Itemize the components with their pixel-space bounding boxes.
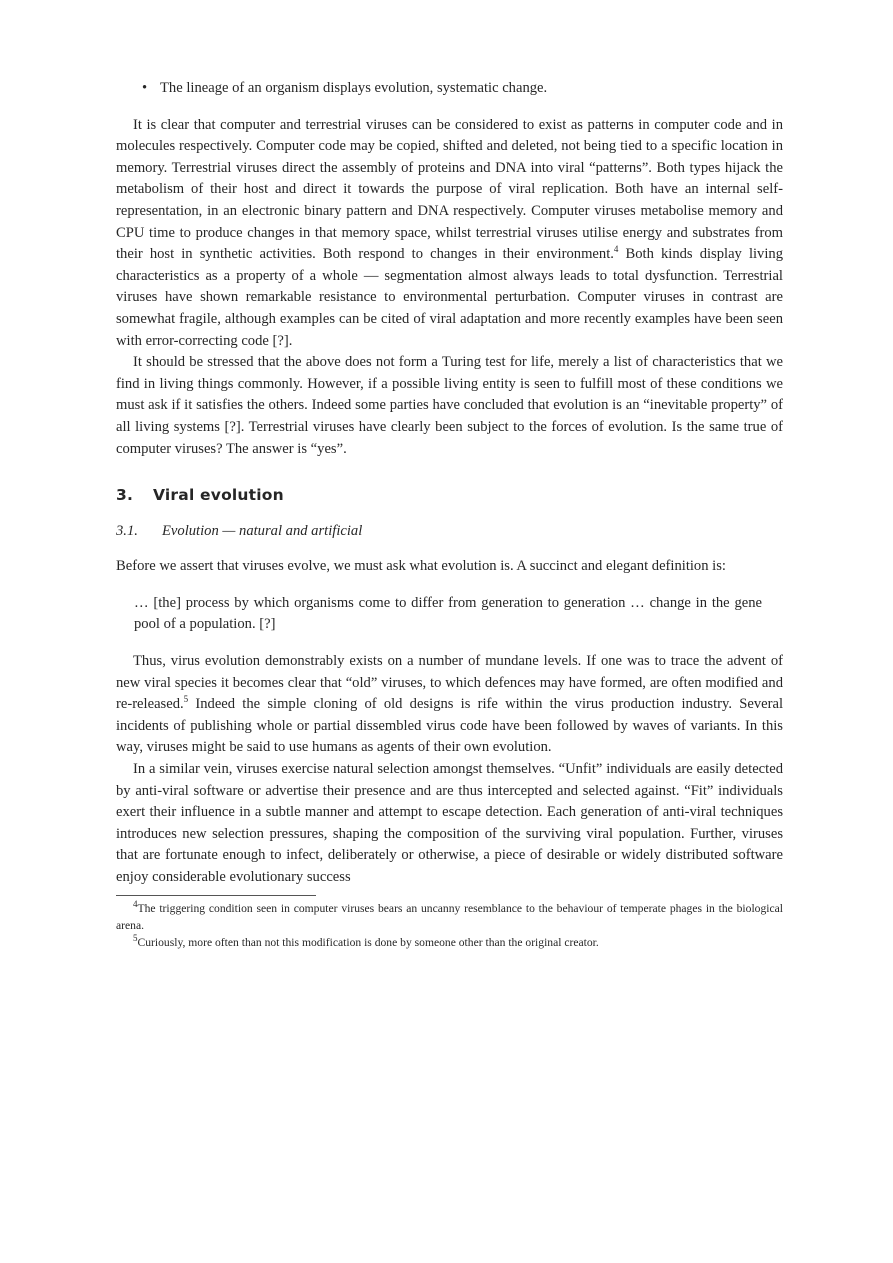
bullet-icon: • (142, 80, 148, 96)
footnote-divider (116, 895, 316, 896)
footnote-4 (116, 900, 783, 934)
paragraph-3: Before we assert that viruses evolve, we must ask what evolution is. A succinct and elegant definition is: (116, 558, 726, 575)
paragraph-2: It should be stressed that the above does not form a Turing test for life, merely a list of characteristics that we find in living things commonly. However, if a possible living entity is seen to fulfill most of these conditions we must ask if it satisfies the others. Indeed some parties have concluded that evolution is an “inevitable property” of all living systems [?]. Terrestrial viruses have clearly been subject to the forces of evolution. Is the same true of computer viruses? The answer is “yes”. (116, 354, 783, 457)
subsection-heading (116, 521, 783, 543)
paragraph-1-text-b: Both kinds display living characteristics as a property of a whole — segmentation almost always leads to total dysfunction. Terrestrial viruses have shown remarkable resistance to environmental perturbation. Computer viruses in contrast are somewhat fragile, although examples can be cited of viral adaptation and more recently examples have been seen with error-correcting code [?]. (116, 246, 783, 349)
paragraph-4-text-a: Thus, virus evolution demonstrably exists on a number of mundane levels. If one was to trace the advent of new viral species it becomes clear that “old” viruses, to which defences may have formed, are often modified and re-released. (116, 653, 783, 713)
footnote-mark: 4 (133, 898, 138, 909)
section-heading (116, 485, 783, 507)
footnote-text: Curiously, more often than not this modification is done by someone other than the original creator. (137, 935, 599, 949)
subsection-title: Evolution — natural and artificial (162, 522, 363, 539)
paragraph-1 (116, 115, 783, 353)
quote-text: … [the] process by which organisms come to differ from generation to generation … change in the gene pool of a population. [?] (134, 594, 762, 633)
page-content (116, 78, 783, 951)
footnote-text: The triggering condition seen in computer viruses bears an uncanny resemblance to the behaviour of temperate phages in the biological arena. (116, 901, 783, 932)
footnotes (116, 900, 783, 951)
footnote-ref-4: 4 (613, 244, 619, 255)
footnote-ref-5: 5 (183, 694, 189, 705)
bullet-text: The lineage of an organism displays evolution, systematic change. (160, 80, 548, 96)
bullet-item (142, 78, 783, 100)
paragraph-4 (116, 651, 783, 759)
paragraph-4-text-b: Indeed the simple cloning of old designs is rife within the virus production industry. Several incidents of publishing whole or partial dissembled virus code have been followed by waves of variants. In this way, viruses might be said to use humans as agents of their own evolution. (116, 696, 783, 756)
paragraph-1-text-a: It is clear that computer and terrestrial viruses can be considered to exist as patterns in computer code and in molecules respectively. Computer code may be copied, shifted and deleted, not being tied to a specific location in memory. Terrestrial viruses direct the assembly of proteins and DNA into viral “patterns”. Both types hijack the metabolism of their host and direct it towards the purpose of viral replication. Both have an internal self-representation, in an electronic binary pattern and DNA respectively. Computer viruses metabolise memory and CPU time to produce changes in that memory space, whilst terrestrial viruses utilise energy and substrates from their host in synthetic activities. Both respond to changes in their environment. (116, 116, 783, 263)
footnote-5 (116, 934, 783, 951)
section-number: 3. (116, 486, 134, 505)
paragraph-5: In a similar vein, viruses exercise natural selection amongst themselves. “Unfit” individuals are easily detected by anti-viral software or advertise their presence and are thus intercepted and selected against. “Fit” individuals exert their influence in a subtle manner and attempt to escape detection. Each generation of anti-viral techniques introduces new selection pressures, shaping the composition of the surviving viral population. Further, viruses that are fortunate enough to infect, deliberately or otherwise, a piece of desirable or widely distributed software enjoy considerable evolutionary success (116, 761, 783, 885)
subsection-number: 3.1. (116, 522, 138, 539)
footnote-mark: 5 (133, 932, 138, 943)
section-title: Viral evolution (153, 486, 284, 505)
definition-quote (134, 593, 762, 636)
